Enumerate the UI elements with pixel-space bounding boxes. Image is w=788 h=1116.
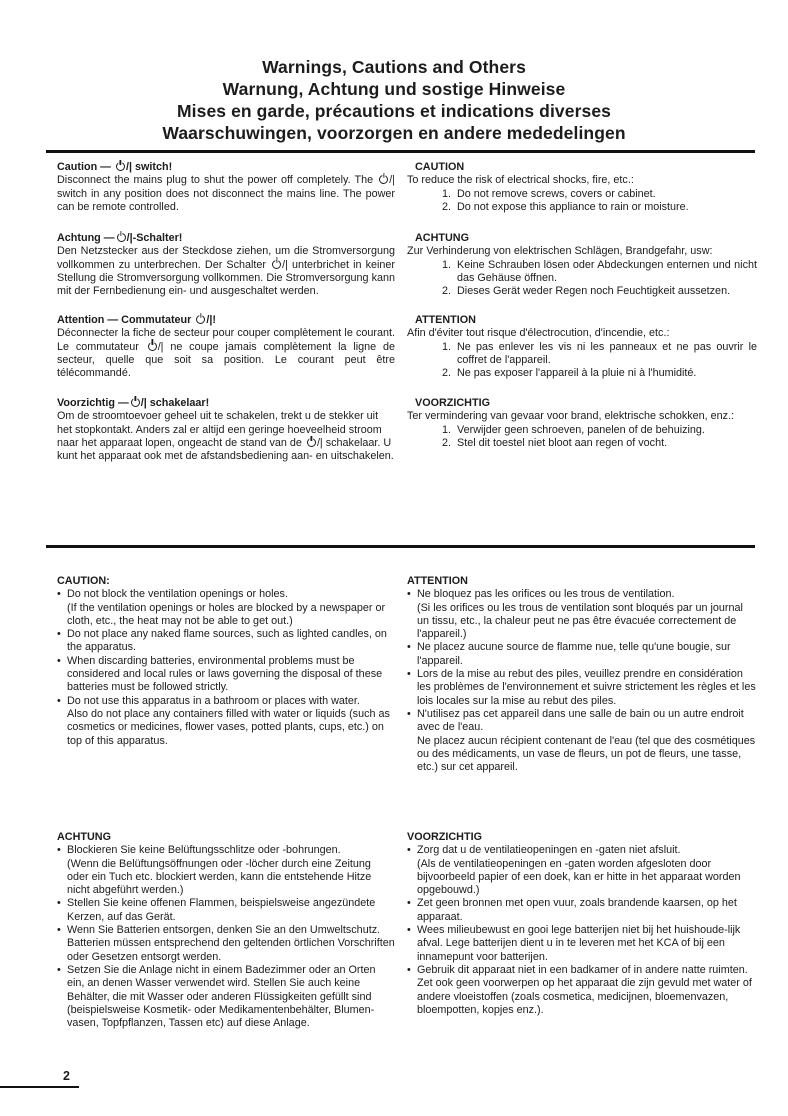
power-standby-icon	[307, 438, 316, 447]
bullet-text: (Si les orifices ou les trous de ventilation sont bloqués par un journal un tissu, etc., la chaleur peut ne pas être évacuée correctement de l'appareil.)	[417, 601, 743, 641]
bottom-right-column	[407, 831, 757, 1030]
bullet-text: (If the ventilation openings or holes are blocked by a newspaper or cloth, etc., the heat may not be able to get out.)	[67, 601, 386, 627]
title-line-german: Warnung, Achtung und sostige Hinweise	[222, 79, 566, 99]
power-standby-icon	[131, 398, 140, 407]
bullet-list	[57, 844, 395, 1030]
section-heading: CAUTION	[415, 161, 465, 173]
bullet-text: • Zet geen bronnen met open vuur, zoals brandende kaarsen, op het apparaat.	[417, 897, 737, 923]
numbered-list	[407, 424, 757, 451]
section-intro: Afin d'éviter tout risque d'électrocution, d'incendie, etc.:	[407, 327, 670, 340]
shock-caution-section-en	[407, 161, 757, 232]
list-item: 1. Keine Schrauben lösen oder Abdeckungen enternen und nicht das Gehäuse öffnen.	[454, 259, 757, 286]
section-heading: Caution — /| switch!	[57, 161, 173, 173]
title-divider-rule	[46, 150, 755, 153]
power-standby-icon	[379, 175, 388, 184]
top-left-column	[57, 161, 395, 463]
list-item	[57, 588, 395, 628]
section-heading: Achtung — /|-Schalter!	[57, 232, 183, 244]
bullet-text: • Do not place any naked flame sources, such as lighted candles, on the apparatus.	[67, 628, 387, 654]
list-item: 1. Do not remove screws, covers or cabinet.	[454, 188, 757, 201]
list-item	[57, 628, 395, 655]
section-heading: CAUTION:	[57, 575, 110, 587]
power-standby-icon	[272, 260, 281, 269]
list-item: 2. Dieses Gerät weder Regen noch Feuchtigkeit aussetzen.	[454, 285, 757, 298]
power-standby-icon	[196, 315, 205, 324]
bullet-list	[407, 588, 757, 774]
ventilation-caution-section-fr	[407, 575, 757, 774]
numbered-list	[407, 341, 757, 381]
list-item: 1. Verwijder geen schroeven, panelen of de behuizing.	[454, 424, 757, 437]
list-item	[407, 641, 757, 668]
mid-section-row	[57, 575, 757, 774]
bullet-text: • Ne bloquez pas les orifices ou les trous de ventilation.	[417, 588, 675, 601]
caution-switch-section-nl	[57, 397, 395, 463]
section-heading: Voorzichtig — /| schakelaar!	[57, 397, 210, 409]
bottom-section-row	[57, 831, 757, 1030]
footer-rule	[0, 1086, 79, 1088]
shock-caution-section-fr	[407, 314, 757, 397]
ventilation-caution-section-en	[57, 575, 395, 748]
bullet-text: • N'utilisez pas cet appareil dans une salle de bain ou un autre endroit avec de l'eau.	[417, 707, 744, 734]
caution-switch-section-de	[57, 232, 395, 314]
power-standby-icon	[148, 342, 157, 351]
shock-caution-section-de	[407, 232, 757, 314]
list-item: 2. Do not expose this appliance to rain or moisture.	[454, 201, 757, 214]
mid-right-column	[407, 575, 757, 774]
bullet-list	[407, 844, 757, 1017]
bullet-text: • Setzen Sie die Anlage nicht in einem Badezimmer oder an Orten ein, an denen Wasser verwendet wird. Stellen Sie auch keine Behälter, die mit Wasser oder anderen Flüssigkeiten gefüllt sind (beispielsweise Kosmetik- oder Medikamentenbehälter, Blumen-vasen, Topfpflanzen, Tassen etc) auf diese Anlage.	[67, 963, 376, 1030]
bullet-text: • Stellen Sie keine offenen Flammen, beispielsweise angezündete Kerzen, auf das Gerät.	[67, 897, 376, 923]
section-body: Disconnect the mains plug to shut the power off completely. The /| switch in any position does not disconnect the mains line. The power can be remote controlled.	[57, 174, 395, 213]
power-standby-icon	[116, 162, 125, 171]
list-item	[407, 924, 757, 964]
list-item	[57, 695, 395, 748]
section-heading: ATTENTION	[415, 314, 476, 326]
bullet-text: • Gebruik dit apparaat niet in een badkamer of in andere natte ruimten.	[417, 963, 748, 976]
list-item	[57, 924, 395, 964]
section-heading: ACHTUNG	[57, 831, 111, 843]
bullet-text: Also do not place any containers filled with water or liquids (such as cosmetics or medicines, flower vases, potted plants, cups, etc.) on top of this apparatus.	[67, 707, 390, 747]
bullet-text: Zet ook geen voorwerpen op het apparaat die zijn gevuld met water of andere vloeistoffen (zoals cosmetica, medicijnen, bloemenvazen, bloempotten, kopjes enz.).	[417, 977, 752, 1016]
bullet-text: • Wenn Sie Batterien entsorgen, denken Sie an den Umweltschutz. Batterien müssen entsprechend den geltenden örtlichen Vorschriften oder Gesetzen entsorgt werden.	[67, 924, 395, 963]
section-heading: VOORZICHTIG	[407, 831, 482, 843]
ventilation-caution-section-de	[57, 831, 395, 1030]
list-item	[407, 964, 757, 1017]
title-line-english: Warnings, Cautions and Others	[262, 57, 526, 77]
power-standby-icon	[117, 233, 126, 242]
numbered-list	[407, 259, 757, 299]
list-item	[407, 897, 757, 924]
bullet-text: • Wees milieubewust en gooi lege batterijen niet bij het huishoude-lijk afval. Lege batterijen dient u in te leveren met het KCA of bij een innamepunt voor batterijen.	[417, 924, 741, 963]
page-number: 2	[63, 1069, 70, 1083]
caution-switch-section-en	[57, 161, 395, 232]
list-item	[407, 844, 757, 897]
list-item: 1. Ne pas enlever les vis ni les panneaux et ne pas ouvrir le coffret de l'appareil.	[454, 341, 757, 368]
bullet-text: (Wenn die Belüftungsöffnungen oder -löcher durch eine Zeitung oder ein Tuch etc. blockiert werden, kann die entstehende Hitze nicht abgeführt werden.)	[67, 857, 372, 897]
section-body: Om de stroomtoevoer geheel uit te schakelen, trekt u de stekker uit het stopkontakt. Anders zal er altijd een geringe hoeveelheid stroom naar het apparaat lopen, ongeacht de stand van de /| schakelaar. U kunt het apparaat ook met de afstandsbediening aan- en uitschakelen.	[57, 410, 394, 463]
bullet-text: (Als de ventilatieopeningen en -gaten worden afgesloten door bijvoorbeeld papier of een doek, kan er hitte in het apparaat worden opgebouwd.)	[417, 857, 741, 897]
section-intro: Zur Verhinderung von elektrischen Schlägen, Brandgefahr, usw:	[407, 245, 713, 258]
top-section-row	[57, 161, 757, 463]
ventilation-caution-section-nl	[407, 831, 757, 1017]
list-item	[57, 897, 395, 924]
bullet-text: • Do not use this apparatus in a bathroom or places with water.	[67, 694, 360, 707]
section-heading: Attention — Commutateur /|!	[57, 314, 216, 326]
numbered-list	[407, 188, 757, 215]
bullet-text: • Lors de la mise au rebut des piles, veuillez prendre en considération les problèmes de l'environnement et suivre strictement les règles et les lois locales sur la mise au rebut des piles.	[417, 668, 756, 707]
bullet-list	[57, 588, 395, 748]
shock-caution-section-nl	[407, 397, 757, 450]
bullet-text: • Zorg dat u de ventilatieopeningen en -gaten niet afsluit.	[417, 844, 681, 857]
section-heading: ATTENTION	[407, 575, 468, 587]
bullet-text: • Ne placez aucune source de flamme nue, telle qu'une bougie, sur l'appareil.	[417, 641, 731, 667]
section-intro: To reduce the risk of electrical shocks, fire, etc.:	[407, 174, 634, 187]
list-item: 2. Ne pas exposer l'appareil à la pluie ni à l'humidité.	[454, 367, 757, 380]
section-body: Den Netzstecker aus der Steckdose ziehen, um die Stromversorgung vollkommen zu unterbrechen. Der Schalter /| unterbrichet in keiner Stellung die Stromversorgung vollkommen. Die Stromversorgung kann mit der Fernbedienung ein- und ausgeschaltet werden.	[57, 245, 395, 298]
list-item	[407, 668, 757, 708]
section-heading: VOORZICHTIG	[415, 397, 490, 409]
bullet-text: • Blockieren Sie keine Belüftungsschlitze oder -bohrungen.	[67, 844, 341, 857]
list-item: 2. Stel dit toestel niet bloot aan regen of vocht.	[454, 437, 757, 450]
title-line-dutch: Waarschuwingen, voorzorgen en andere mededelingen	[162, 123, 626, 143]
list-item	[57, 844, 395, 897]
mid-divider-rule	[46, 545, 755, 548]
top-right-column	[407, 161, 757, 463]
section-body: Déconnecter la fiche de secteur pour couper complètement le courant. Le commutateur /| ne coupe jamais complètement la ligne de secteur, quelle que soit sa position. Le courant peut être télécommandé.	[57, 327, 395, 380]
mid-left-column	[57, 575, 395, 774]
bullet-text: • When discarding batteries, environmental problems must be considered and local rules or laws governing the disposal of these batteries must be followed strictly.	[67, 654, 383, 694]
bullet-text: Ne placez aucun récipient contenant de l'eau (tel que des cosmétiques ou des médicaments, un vase de fleurs, un pot de fleurs, une tasse, etc.) sur cet appareil.	[417, 734, 756, 774]
list-item	[57, 964, 395, 1030]
title-line-french: Mises en garde, précautions et indications diverses	[177, 101, 611, 121]
list-item	[57, 655, 395, 695]
bullet-text: • Do not block the ventilation openings or holes.	[67, 588, 288, 601]
list-item	[407, 708, 757, 774]
caution-switch-section-fr	[57, 314, 395, 397]
bottom-left-column	[57, 831, 395, 1030]
section-heading: ACHTUNG	[415, 232, 469, 244]
page-title	[0, 56, 788, 144]
section-intro: Ter vermindering van gevaar voor brand, elektrische schokken, enz.:	[407, 410, 735, 423]
list-item	[407, 588, 757, 641]
